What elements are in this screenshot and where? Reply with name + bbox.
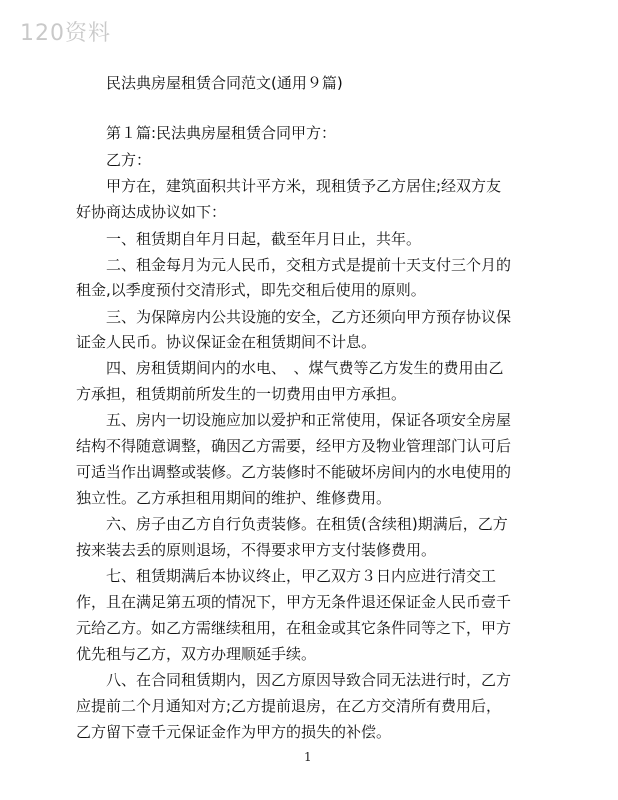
text-line: 证金人民币。协议保证金在租赁期间不计息。 bbox=[76, 333, 377, 351]
text-line: 结构不得随意调整，确因乙方需要，经甲方及物业管理部门认可后 bbox=[76, 437, 512, 455]
text-line: 独立性。乙方承担租用期间的维护、维修费用。 bbox=[76, 489, 392, 507]
watermark: 120资料 bbox=[20, 21, 111, 46]
text-line: 应提前二个月通知对方;乙方提前退房，在乙方交清所有费用后， bbox=[76, 697, 502, 715]
text-line: 作，且在满足第五项的情况下，甲方无条件退还保证金人民币壹千 bbox=[76, 593, 512, 611]
text-line: 按来装去丢的原则退场，不得要求甲方支付装修费用。 bbox=[76, 541, 437, 559]
text-line: 四、房租赁期间内的水电、 、煤气费等乙方发生的费用由乙 bbox=[106, 359, 504, 377]
text-line: 一、租赁期自年月日起，截至年月日止，共年。 bbox=[106, 230, 422, 248]
text-line: 八、在合同租赁期内，因乙方原因导致合同无法进行时，乙方 bbox=[106, 671, 512, 689]
page-number: 1 bbox=[304, 750, 312, 764]
text-line: 六、房子由乙方自行负责装修。在租赁(含续租)期满后，乙方 bbox=[106, 515, 508, 533]
text-line: 五、房内一切设施应加以爱护和正常使用，保证各项安全房屋 bbox=[106, 411, 512, 429]
section-heading: 第１篇:民法典房屋租赁合同甲方： bbox=[106, 124, 337, 142]
text-line: 方承担，租赁期前所发生的一切费用由甲方承担。 bbox=[76, 385, 407, 403]
text-line: 乙方： bbox=[106, 151, 152, 169]
text-line: 优先租与乙方，双方办理顺延手续。 bbox=[76, 645, 317, 663]
text-line: 乙方留下壹千元保证金作为甲方的损失的补偿。 bbox=[76, 723, 392, 741]
text-line: 甲方在，建筑面积共计平方米，现租赁予乙方居住;经双方友 bbox=[106, 177, 502, 195]
document-title: 民法典房屋租赁合同范文(通用９篇) bbox=[106, 74, 343, 92]
text-line: 七、租赁期满后本协议终止，甲乙双方３日内应进行清交工 bbox=[106, 567, 497, 585]
text-line: 二、租金每月为元人民币，交租方式是提前十天支付三个月的 bbox=[106, 256, 512, 274]
text-line: 元给乙方。如乙方需继续租用，在租金或其它条件同等之下，甲方 bbox=[76, 619, 512, 637]
text-line: 可适当作出调整或装修。乙方装修时不能破坏房间内的水电使用的 bbox=[76, 463, 512, 481]
text-line: 三、为保障房内公共设施的安全，乙方还须向甲方预存协议保 bbox=[106, 308, 512, 326]
text-line: 租金,以季度预付交清形式，即先交租后使用的原则。 bbox=[76, 281, 426, 299]
text-line: 好协商达成协议如下： bbox=[76, 203, 227, 221]
